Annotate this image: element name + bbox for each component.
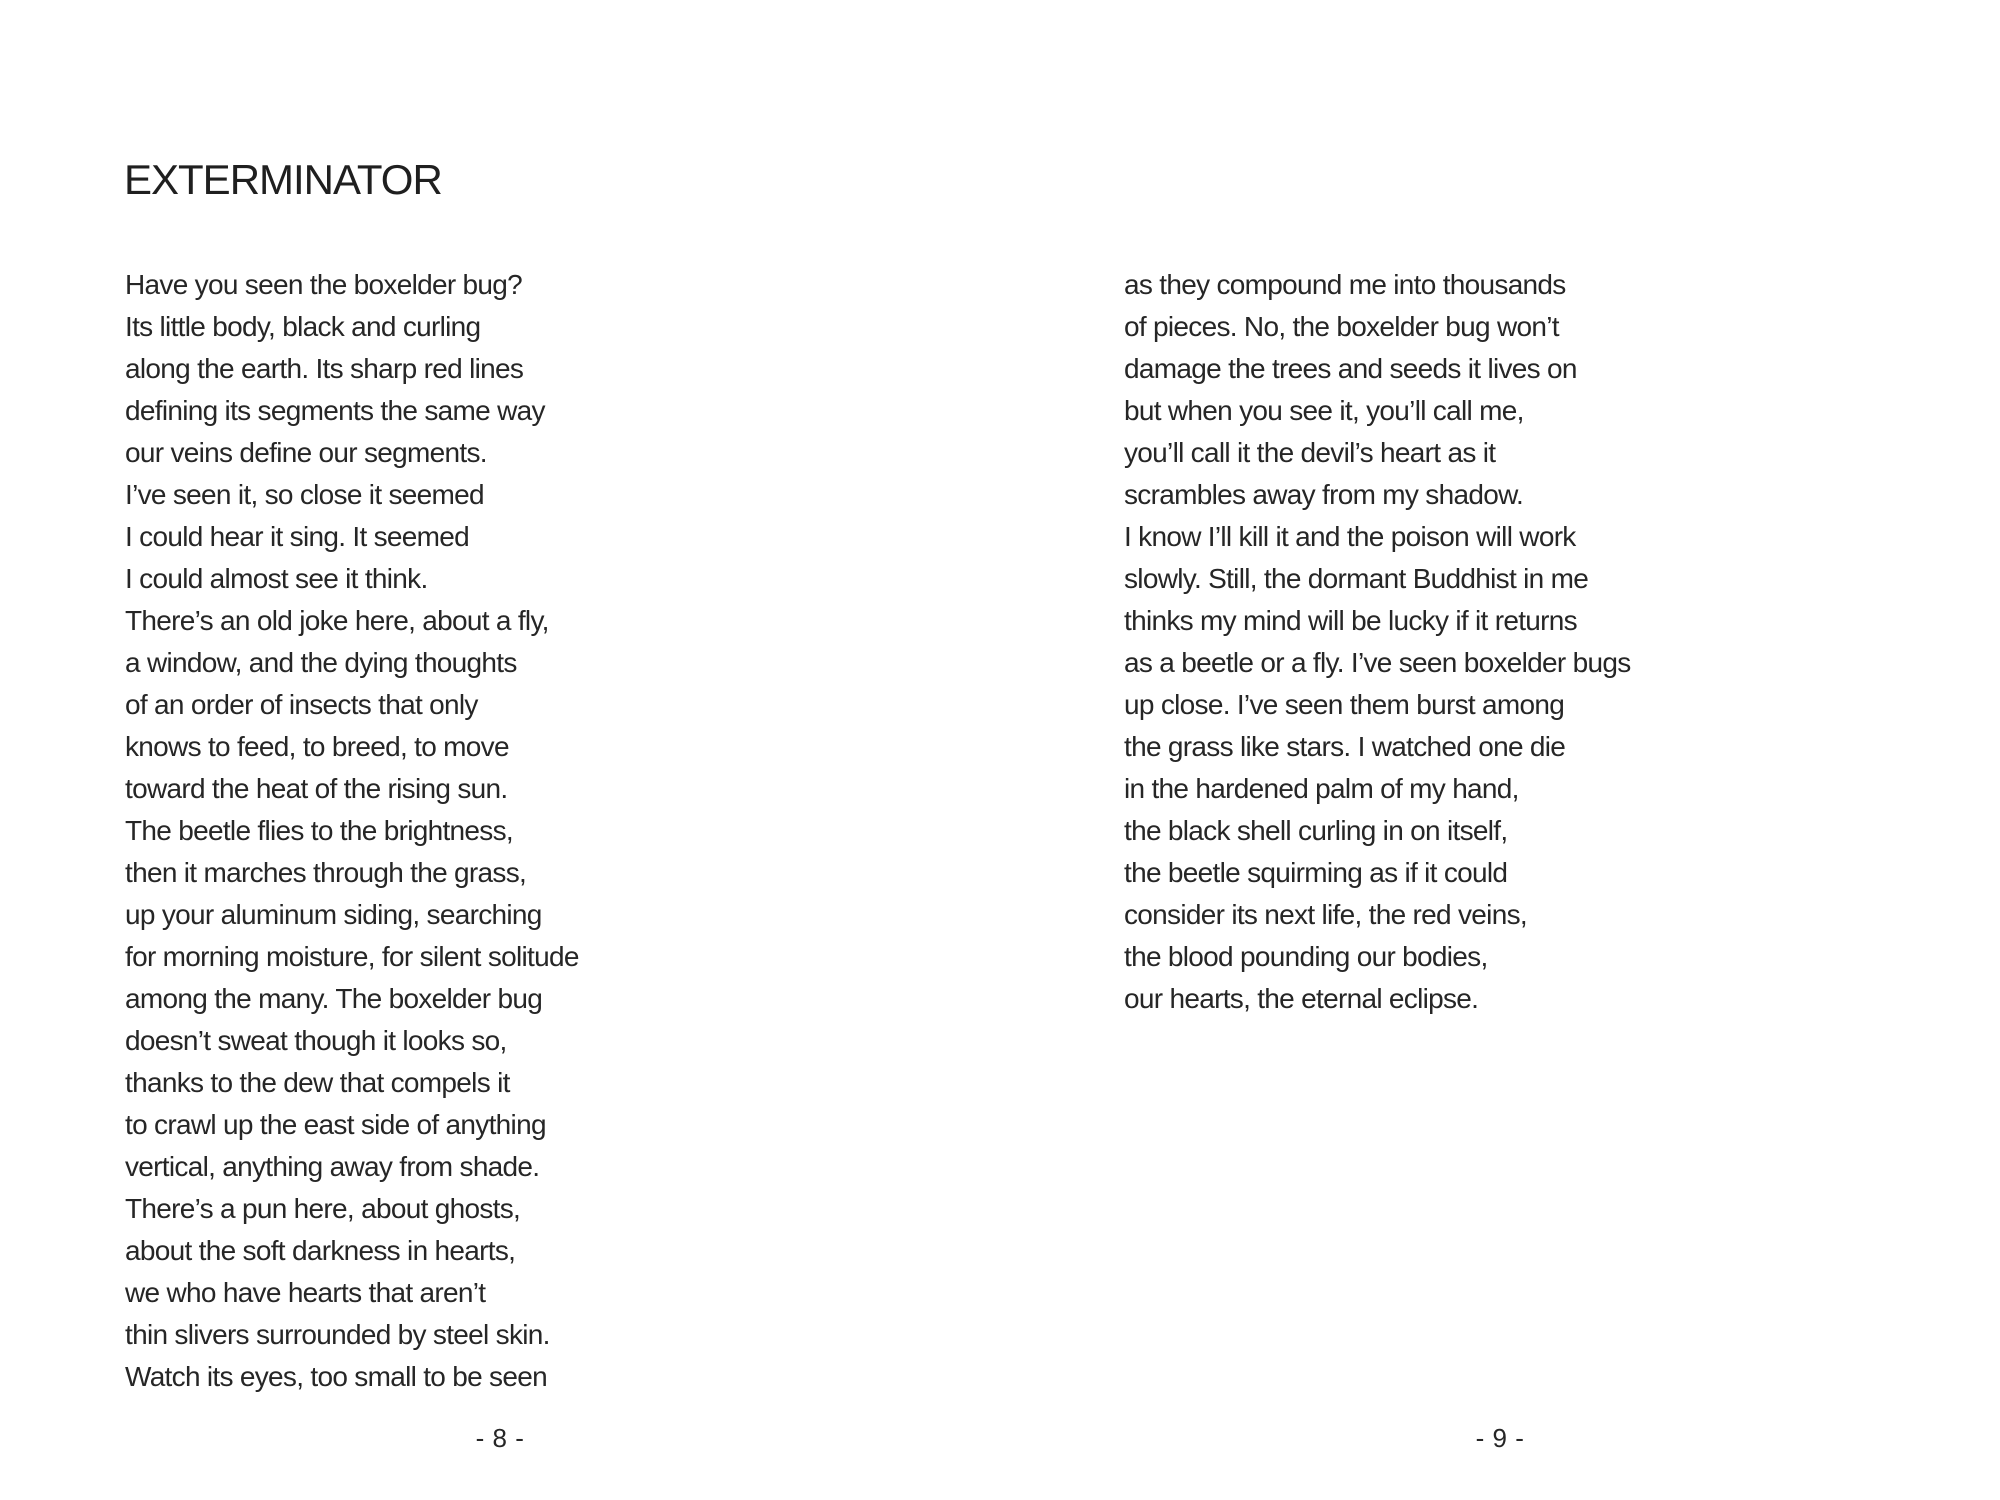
poem-line: about the soft darkness in hearts, (125, 1235, 516, 1266)
poem-line: There’s an old joke here, about a fly, (125, 605, 549, 636)
poem-line: our hearts, the eternal eclipse. (1124, 983, 1479, 1014)
poem-line: I could hear it sing. It seemed (125, 521, 470, 552)
poem-line: our veins define our segments. (125, 437, 487, 468)
poem-line: as a beetle or a fly. I’ve seen boxelder bugs (1124, 647, 1631, 678)
poem-line: There’s a pun here, about ghosts, (125, 1193, 521, 1224)
poem-line: we who have hearts that aren’t (125, 1277, 486, 1308)
poem-line: defining its segments the same way (125, 395, 545, 426)
poem-line: thin slivers surrounded by steel skin. (125, 1319, 550, 1350)
poem-line: The beetle flies to the brightness, (125, 815, 513, 846)
poem-line: knows to feed, to breed, to move (125, 731, 509, 762)
poem-line: slowly. Still, the dormant Buddhist in me (1124, 563, 1589, 594)
poem-line: you’ll call it the devil’s heart as it (1124, 437, 1496, 468)
poem-title: EXTERMINATOR (124, 156, 442, 204)
page-number-left: - 8 - (475, 1423, 525, 1453)
poem-line: thanks to the dew that compels it (125, 1067, 510, 1098)
poem-line: I could almost see it think. (125, 563, 428, 594)
poem-line: of pieces. No, the boxelder bug won’t (1124, 311, 1559, 342)
poem-line: Have you seen the boxelder bug? (125, 269, 523, 300)
page-number-right: - 9 - (1475, 1423, 1525, 1453)
poem-line: the blood pounding our bodies, (1124, 941, 1488, 972)
poem-line: up close. I’ve seen them burst among (1124, 689, 1565, 720)
poem-line: in the hardened palm of my hand, (1124, 773, 1519, 804)
poem-line: I’ve seen it, so close it seemed (125, 479, 484, 510)
poem-line: thinks my mind will be lucky if it returns (1124, 605, 1577, 636)
poem-line: the beetle squirming as if it could (1124, 857, 1508, 888)
poem-line: consider its next life, the red veins, (1124, 899, 1527, 930)
poem-line: the black shell curling in on itself, (1124, 815, 1508, 846)
poem-line: of an order of insects that only (125, 689, 478, 720)
poem-line: Its little body, black and curling (125, 311, 481, 342)
poem-line: the grass like stars. I watched one die (1124, 731, 1566, 762)
poem-line: vertical, anything away from shade. (125, 1151, 540, 1182)
poem-line: to crawl up the east side of anything (125, 1109, 546, 1140)
poem-line: among the many. The boxelder bug (125, 983, 543, 1014)
poem-line: along the earth. Its sharp red lines (125, 353, 524, 384)
poem-line: toward the heat of the rising sun. (125, 773, 508, 804)
poem-line: up your aluminum siding, searching (125, 899, 542, 930)
poem-line: then it marches through the grass, (125, 857, 527, 888)
poem-line: scrambles away from my shadow. (1124, 479, 1524, 510)
poem-line: for morning moisture, for silent solitude (125, 941, 579, 972)
poem-column-left (125, 264, 579, 1398)
poem-line: doesn’t sweat though it looks so, (125, 1025, 507, 1056)
poem-line: Watch its eyes, too small to be seen (125, 1361, 547, 1392)
poem-column-right (1124, 264, 1631, 1020)
poem-line: damage the trees and seeds it lives on (1124, 353, 1577, 384)
poem-line: I know I’ll kill it and the poison will work (1124, 521, 1576, 552)
poem-line: but when you see it, you’ll call me, (1124, 395, 1524, 426)
poem-line: as they compound me into thousands (1124, 269, 1566, 300)
poem-line: a window, and the dying thoughts (125, 647, 517, 678)
